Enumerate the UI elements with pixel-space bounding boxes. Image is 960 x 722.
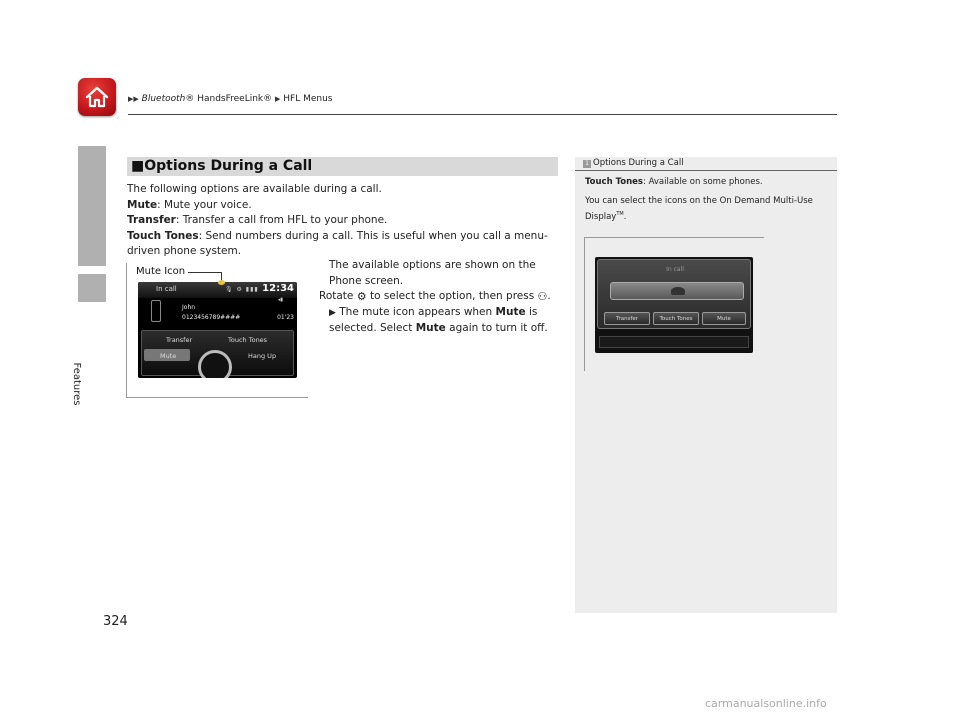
section-body	[127, 182, 558, 260]
display-mute-button[interactable]: Mute	[702, 312, 746, 325]
transfer-option: Transfer: Transfer a call from HFL to your phone.	[127, 214, 388, 226]
transfer-button[interactable]: Transfer	[166, 336, 193, 344]
intro-text: The following options are available during a call.	[127, 183, 382, 195]
press-dial-icon: ⚇	[537, 290, 548, 303]
display-bottom-bar	[599, 336, 749, 348]
hang-up-icon	[671, 287, 685, 295]
display-hang-up-bar[interactable]	[610, 282, 744, 300]
breadcrumb-arrow-icon: ▶▶	[128, 95, 139, 103]
interface-dial-icon	[198, 350, 232, 378]
phone-icon	[151, 300, 161, 322]
breadcrumb-hfl-menus[interactable]: HFL Menus	[283, 94, 333, 104]
mute-note: ▶ The mute icon appears when Mute is selected. Select Mute again to turn it off.	[329, 305, 548, 334]
display-touch-tones-button[interactable]: Touch Tones	[653, 312, 699, 325]
home-button[interactable]	[78, 78, 116, 116]
display-panel	[597, 259, 751, 329]
page-number: 324	[103, 614, 128, 629]
status-icons: 🎙 ⚙ ▮▮▮	[225, 286, 259, 293]
display-transfer-button[interactable]: Transfer	[604, 312, 650, 325]
screen-in-call: In call	[156, 285, 177, 293]
section-header	[127, 157, 558, 176]
call-duration: 01'23	[277, 314, 294, 321]
instructions-intro: The available options are shown on the Phone screen.	[329, 259, 536, 287]
sidebar-display-note: You can select the icons on the On Demand Multi-Use Display™.	[585, 196, 813, 222]
sidebar-title: Options During a Call	[593, 158, 684, 168]
mute-button[interactable]: Mute	[160, 352, 177, 360]
note-arrow-icon: ▶	[329, 307, 336, 318]
touch-tones-option: Touch Tones: Send numbers during a call. This is useful when you call a menu-driven phone system.	[127, 229, 548, 257]
multi-use-display-figure	[595, 257, 753, 353]
sidebar-header	[575, 157, 837, 171]
mute-option: Mute: Mute your voice.	[127, 198, 252, 211]
side-tab-label[interactable]: Features	[71, 362, 82, 406]
mute-icon-callout: Mute Icon	[136, 266, 186, 277]
sidebar-body	[585, 176, 829, 230]
display-in-call: In call	[666, 266, 684, 273]
instructions	[319, 258, 559, 337]
rotate-dial-icon: ⚙	[356, 290, 367, 303]
home-icon	[83, 83, 111, 111]
side-tab-block	[78, 146, 106, 266]
touch-tones-button[interactable]: Touch Tones	[228, 336, 268, 344]
breadcrumb-arrow-icon: ▶	[275, 95, 281, 103]
hang-up-button[interactable]: Hang Up	[248, 352, 277, 360]
watermark: carmanualsonline.info	[705, 697, 827, 710]
breadcrumb	[128, 94, 333, 104]
volume-icon: ◂▮	[277, 297, 283, 303]
breadcrumb-hfl[interactable]: ® HandsFreeLink®	[185, 94, 273, 104]
caller-number: 0123456789####	[182, 314, 241, 321]
sidebar-note-number: 1	[583, 160, 591, 168]
sidebar-touch-tones-note: Touch Tones: Available on some phones.	[585, 177, 763, 187]
section-title: ■Options During a Call	[131, 158, 313, 174]
mute-indicator-icon	[218, 280, 225, 285]
breadcrumb-bluetooth[interactable]: Bluetooth	[141, 94, 186, 104]
header-divider	[128, 114, 837, 115]
notes-sidebar	[575, 157, 837, 613]
callout-leader	[188, 272, 222, 273]
phone-screen-figure	[138, 282, 297, 378]
screen-time: 12:34	[262, 283, 294, 294]
caller-name: John	[182, 304, 196, 311]
side-tab-block-small	[78, 274, 106, 302]
rotate-instruction: Rotate ⚙ to select the option, then press ⚇.	[319, 290, 551, 303]
